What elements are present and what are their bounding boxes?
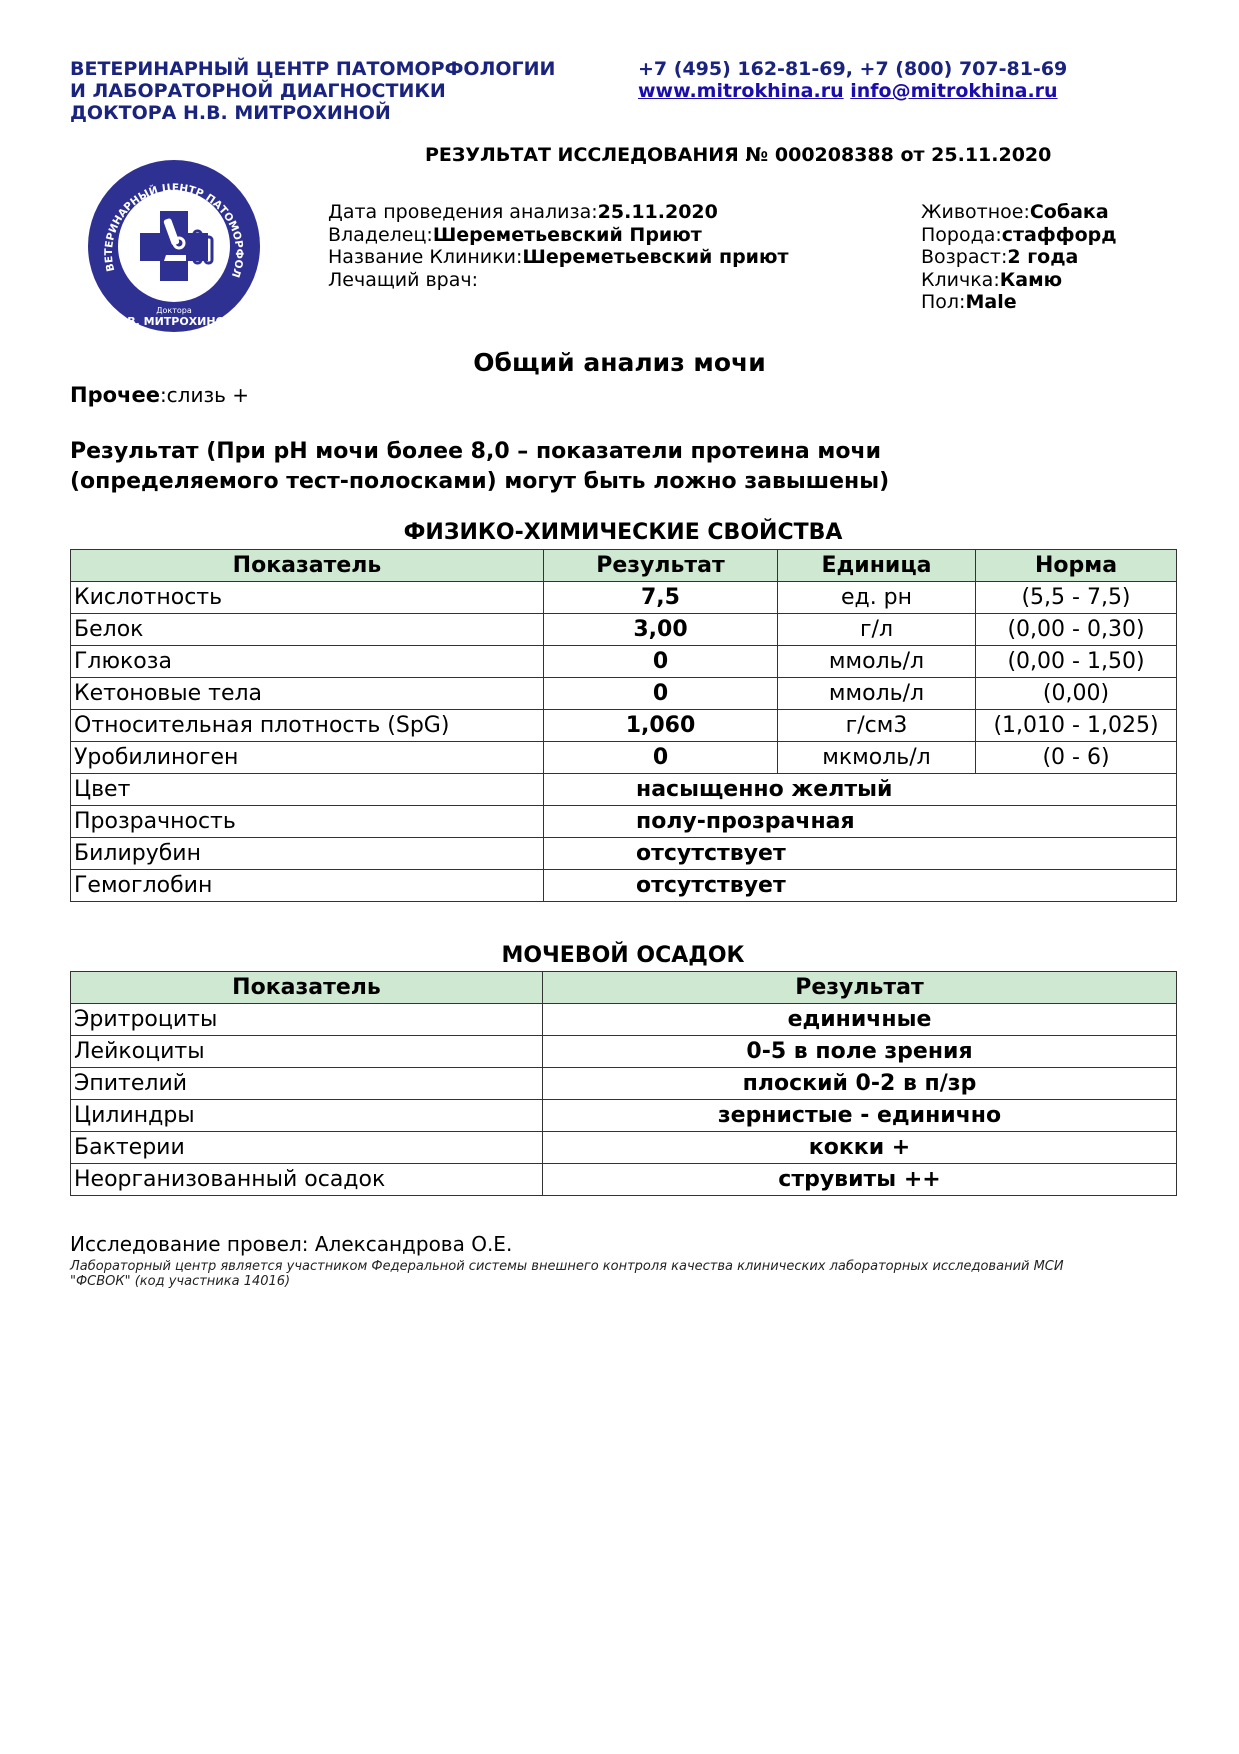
- phone-numbers: +7 (495) 162-81-69, +7 (800) 707-81-69: [638, 58, 1068, 80]
- other-value: :слизь +: [159, 383, 249, 407]
- parameter-name: Гемоглобин: [71, 870, 544, 902]
- parameter-result: струвиты ++: [543, 1164, 1177, 1196]
- parameter-norm: (0,00 - 1,50): [976, 646, 1177, 678]
- table-row: [71, 678, 1177, 710]
- parameter-unit: ммоль/л: [778, 678, 976, 710]
- pet-name-label: Кличка:: [921, 268, 1000, 291]
- org-line-2: И ЛАБОРАТОРНОЙ ДИАГНОСТИКИ: [70, 80, 446, 102]
- table-row: [71, 774, 1177, 806]
- table-row: [71, 806, 1177, 838]
- clinic-label: Название Клиники:: [328, 246, 523, 268]
- result-note-line-1: Результат (При pH мочи более 8,0 – показатели протеина мочи: [70, 439, 882, 464]
- parameter-result: кокки +: [543, 1132, 1177, 1164]
- table-row: [71, 870, 1177, 902]
- certification-note: [70, 1259, 1150, 1289]
- table-row: [71, 614, 1177, 646]
- parameter-unit: мкмоль/л: [778, 742, 976, 774]
- animal-info: [921, 201, 1117, 314]
- certification-note-line-2: "ФСВОК" (код участника 14016): [70, 1274, 291, 1289]
- parameter-name: Белок: [71, 614, 544, 646]
- parameter-name: Лейкоциты: [71, 1036, 543, 1068]
- table-row: [71, 742, 1177, 774]
- parameter-norm: (5,5 - 7,5): [976, 582, 1177, 614]
- sex-label: Пол:: [921, 291, 966, 313]
- table-row: [71, 582, 1177, 614]
- result-note: [70, 437, 1170, 497]
- sediment-table: [70, 971, 1177, 1196]
- owner-value: Шереметьевский Приют: [432, 223, 702, 246]
- clinic-value: Шереметьевский приют: [522, 246, 789, 268]
- parameter-unit: ммоль/л: [778, 646, 976, 678]
- table-header-row: [71, 972, 1177, 1004]
- table-row: [71, 710, 1177, 742]
- org-line-1: ВЕТЕРИНАРНЫЙ ЦЕНТР ПАТОМОРФОЛОГИИ: [70, 58, 556, 80]
- animal-value: Собака: [1029, 201, 1109, 223]
- logo-ring-text-bottom-2: Н.В. МИТРОХИНОЙ: [113, 315, 235, 328]
- parameter-result: полу-прозрачная: [544, 806, 1177, 838]
- parameter-norm: (0 - 6): [976, 742, 1177, 774]
- parameter-name: Эритроциты: [71, 1004, 543, 1036]
- parameter-result: 0: [544, 742, 778, 774]
- parameter-unit: г/см3: [778, 710, 976, 742]
- column-header: Результат: [543, 972, 1177, 1004]
- parameter-name: Кислотность: [71, 582, 544, 614]
- doctor-label: Лечащий врач:: [328, 268, 479, 291]
- logo-seal-icon: [86, 155, 262, 337]
- sex-value: Male: [965, 291, 1017, 313]
- physchem-table: [70, 549, 1177, 902]
- sediment-section-title: МОЧЕВОЙ ОСАДОК: [501, 943, 745, 968]
- parameter-result: 1,060: [544, 710, 778, 742]
- parameter-result: отсутствует: [544, 870, 1177, 902]
- parameter-result: 3,00: [544, 614, 778, 646]
- table-row: [71, 838, 1177, 870]
- parameter-norm: (0,00): [976, 678, 1177, 710]
- table-row: [71, 1132, 1177, 1164]
- parameter-norm: (0,00 - 0,30): [976, 614, 1177, 646]
- logo-ring-text-top: ВЕТЕРИНАРНЫЙ ЦЕНТР ПАТОМОРФОЛ: [102, 181, 246, 279]
- table-row: [71, 1036, 1177, 1068]
- breed-value: стаффорд: [1001, 223, 1117, 246]
- column-header: Единица: [778, 550, 976, 582]
- date-label: Дата проведения анализа:: [328, 201, 598, 223]
- column-header: Показатель: [71, 972, 543, 1004]
- pet-name-value: Камю: [999, 268, 1063, 291]
- table-row: [71, 1100, 1177, 1132]
- contacts: [638, 58, 1067, 102]
- parameter-name: Кетоновые тела: [71, 678, 544, 710]
- animal-label: Животное:: [921, 201, 1030, 223]
- logo-ring-text-bottom-1: Доктора: [156, 306, 192, 315]
- parameter-name: Относительная плотность (SpG): [71, 710, 544, 742]
- parameter-result: зернистые - единично: [543, 1100, 1177, 1132]
- parameter-unit: ед. рн: [778, 582, 976, 614]
- parameter-name: Эпителий: [71, 1068, 543, 1100]
- parameter-result: насыщенно желтый: [544, 774, 1177, 806]
- parameter-unit: г/л: [778, 614, 976, 646]
- table-row: [71, 1004, 1177, 1036]
- certification-note-line-1: Лабораторный центр является участником Федеральной системы внешнего контроля качества клинических лабораторных исследований МСИ: [70, 1259, 1064, 1274]
- other-label: Прочее: [70, 383, 160, 407]
- column-header: Норма: [976, 550, 1177, 582]
- result-note-line-2: (определяемого тест-полосками) могут быть ложно завышены): [70, 469, 890, 494]
- parameter-result: 0: [544, 646, 778, 678]
- table-row: [71, 646, 1177, 678]
- age-label: Возраст:: [921, 246, 1008, 268]
- analysis-info: [328, 201, 788, 291]
- date-value: 25.11.2020: [597, 201, 718, 223]
- website-link[interactable]: www.mitrokhina.ru: [638, 80, 844, 102]
- parameter-result: 7,5: [544, 582, 778, 614]
- parameter-name: Уробилиноген: [71, 742, 544, 774]
- parameter-name: Цвет: [71, 774, 544, 806]
- table-header-row: [71, 550, 1177, 582]
- parameter-result: единичные: [543, 1004, 1177, 1036]
- parameter-result: плоский 0-2 в п/зр: [543, 1068, 1177, 1100]
- parameter-name: Билирубин: [71, 838, 544, 870]
- parameter-name: Бактерии: [71, 1132, 543, 1164]
- organization-name: [70, 58, 555, 124]
- breed-label: Порода:: [921, 223, 1002, 246]
- parameter-result: 0-5 в поле зрения: [543, 1036, 1177, 1068]
- parameter-result: отсутствует: [544, 838, 1177, 870]
- owner-label: Владелец:: [328, 223, 433, 246]
- parameter-name: Прозрачность: [71, 806, 544, 838]
- physchem-section-title: ФИЗИКО-ХИМИЧЕСКИЕ СВОЙСТВА: [403, 520, 843, 545]
- column-header: Показатель: [71, 550, 544, 582]
- report-title: РЕЗУЛЬТАТ ИССЛЕДОВАНИЯ № 000208388 от 25.11.2020: [425, 144, 1052, 166]
- parameter-result: 0: [544, 678, 778, 710]
- analysis-title: Общий анализ мочи: [473, 348, 766, 377]
- parameter-name: Неорганизованный осадок: [71, 1164, 543, 1196]
- parameter-norm: (1,010 - 1,025): [976, 710, 1177, 742]
- table-row: [71, 1068, 1177, 1100]
- column-header: Результат: [544, 550, 778, 582]
- org-line-3: ДОКТОРА Н.В. МИТРОХИНОЙ: [70, 102, 391, 124]
- clinic-logo: [86, 155, 262, 337]
- other-notes: [70, 383, 249, 407]
- age-value: 2 года: [1007, 246, 1079, 268]
- performed-by: Исследование провел: Александрова О.Е.: [70, 1232, 513, 1256]
- table-row: [71, 1164, 1177, 1196]
- parameter-name: Глюкоза: [71, 646, 544, 678]
- parameter-name: Цилиндры: [71, 1100, 543, 1132]
- email-link[interactable]: info@mitrokhina.ru: [850, 80, 1058, 102]
